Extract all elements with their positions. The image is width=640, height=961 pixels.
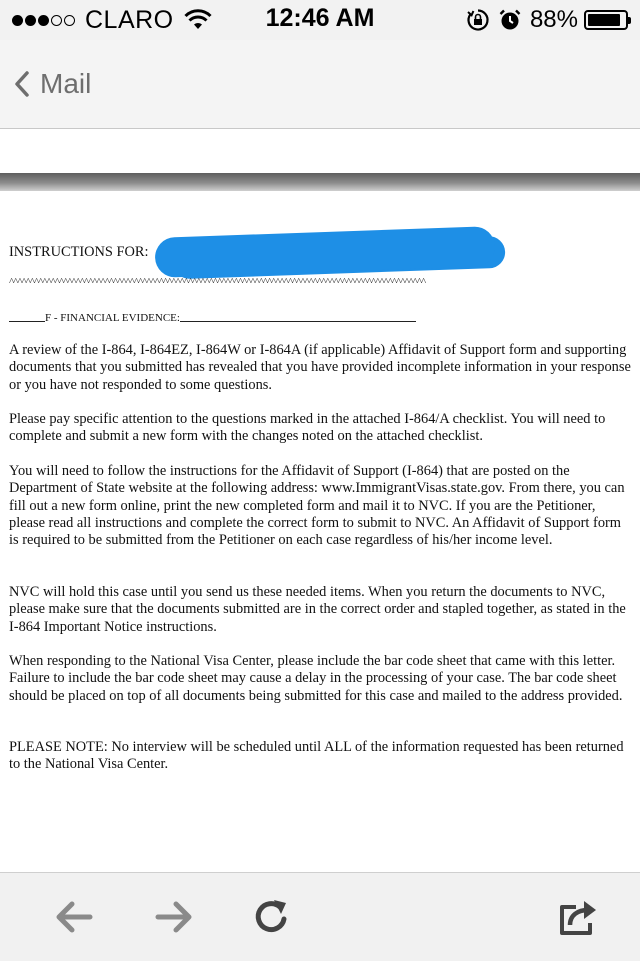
back-arrow-icon <box>52 895 96 939</box>
back-arrow-button[interactable] <box>52 895 96 939</box>
paragraph: Please pay specific attention to the questions marked in the attached I-864/A checklist. You will need to complete and submit a new form with the changes noted on the attached checklist. <box>9 411 606 445</box>
paragraph: A review of the I-864, I-864EZ, I-864W or I-864A (if applicable) Affidavit of Support form and supporting documents that you submitted has revealed that you have provided incomplete information in your response or you have not responded to some questions. <box>9 342 631 393</box>
redaction-scribble <box>154 226 495 278</box>
section-heading <box>9 310 416 327</box>
forward-arrow-icon <box>152 895 196 939</box>
battery-percent: 88% <box>529 6 578 33</box>
chevron-left-icon <box>14 70 30 98</box>
share-button[interactable] <box>556 895 600 939</box>
viewer-top-margin <box>0 129 640 173</box>
carrier-name: CLARO <box>85 5 174 34</box>
paragraph: You will need to follow the instructions for the Affidavit of Support (I-864) that are posted on the Department of State website at the following address: www.ImmigrantVisas.state.gov. From there, you can fill out a new form online, print the new completed form and mail it to NVC. If you are the Petitioner, please read all instructions and complete the correct form to submit to NVC. An Affidavit of Support form is required to be submitted from the Petitioner on each case regardless of his/her income level. <box>9 463 625 549</box>
back-label: Mail <box>40 68 92 99</box>
document-page[interactable] <box>9 192 631 872</box>
forward-arrow-button[interactable] <box>152 895 196 939</box>
bottom-toolbar <box>0 872 640 961</box>
alarm-clock-icon <box>498 8 522 32</box>
section-label: F - FINANCIAL EVIDENCE: <box>45 312 180 324</box>
instructions-label: INSTRUCTIONS FOR: <box>9 244 149 260</box>
navigation-bar <box>0 40 640 129</box>
paragraph: NVC will hold this case until you send us these needed items. When you return the documents to NVC, please make sure that the documents submitted are in the correct order and stapled together, as stated in the I-864 Important Notice instructions. <box>9 584 626 635</box>
clock: 12:46 AM <box>265 4 375 32</box>
status-bar <box>0 0 640 40</box>
share-icon <box>556 895 600 939</box>
page-edge-shadow <box>0 173 640 191</box>
reload-button[interactable] <box>250 895 294 939</box>
battery-icon <box>584 10 628 30</box>
paragraph: When responding to the National Visa Center, please include the bar code sheet that came with this letter. Failure to include the bar code sheet may cause a delay in the processing of your case. The bar code sheet should be placed on top of all documents being submitted for this case and mailed to the address provided. <box>9 653 623 704</box>
back-to-mail-button[interactable] <box>14 66 91 102</box>
orientation-lock-icon <box>466 8 490 32</box>
status-right <box>466 6 628 34</box>
paragraph: PLEASE NOTE: No interview will be scheduled until ALL of the information requested has been returned to the National Visa Center. <box>9 739 624 773</box>
reload-icon <box>250 895 294 939</box>
caret-divider: ^^^^^^^^^^^^^^^^^^^^^^^^^^^^^^^^^^^^^^^^^^^^^^^^^^^^^^^^^^^^^^^^^^^^^^^^^^^^^^^^^^^^^^^^^^^^^^^^^^^^ <box>9 276 426 288</box>
